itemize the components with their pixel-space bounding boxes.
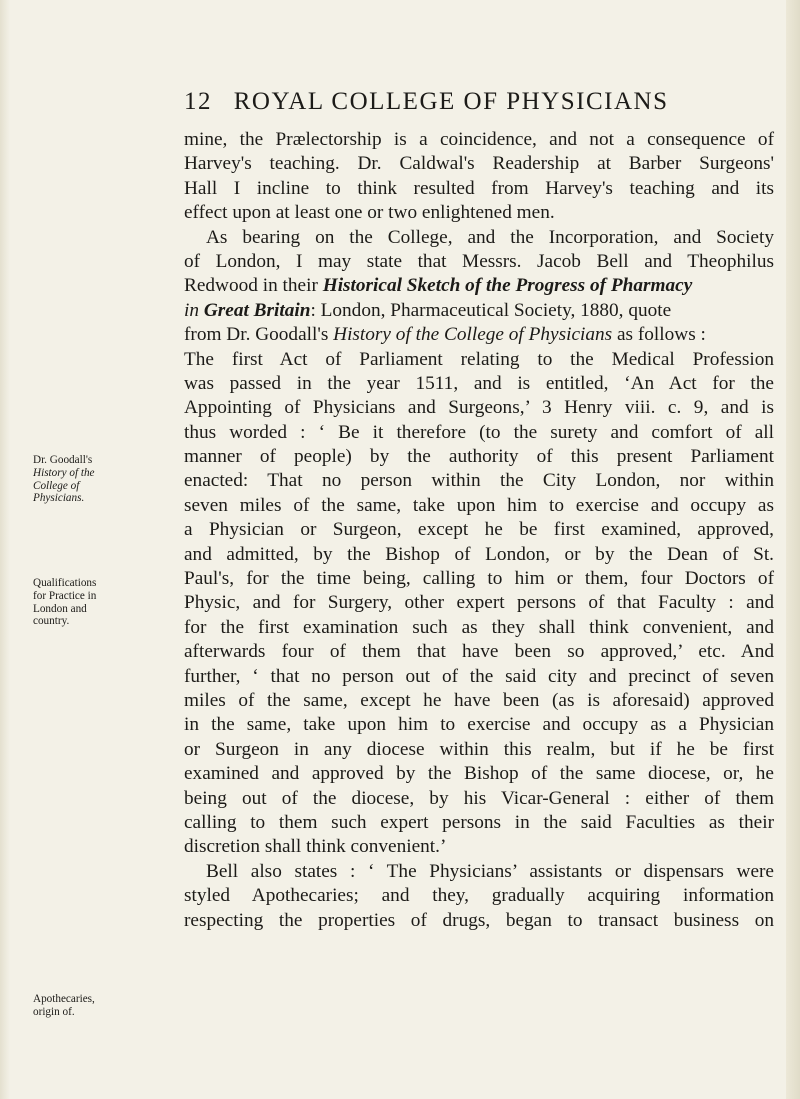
text-line: enacted: That no person within the City London, nor within xyxy=(184,470,774,492)
text-line: Redwood in their Historical Sketch of the Progress of Pharmacy xyxy=(184,275,693,297)
text-line: effect upon at least one or two enlightened men. xyxy=(184,202,555,224)
text-line: As bearing on the College, and the Incorporation, and Society xyxy=(206,226,774,248)
text-line: was passed in the year 1511, and is entitled, ‘An Act for the xyxy=(184,372,774,394)
text-line: or Surgeon in any diocese within this realm, but if he be first xyxy=(184,738,774,760)
text-line: Hall I incline to think resulted from Harvey's teaching and its xyxy=(184,177,774,199)
margin-note-qualifications: Qualifications for Practice in London and country. xyxy=(33,577,97,628)
text-line: thus worded : ‘ Be it therefore (to the surety and comfort of all xyxy=(184,421,774,443)
body-text xyxy=(184,128,774,933)
text-line: discretion shall think convenient.’ xyxy=(184,836,447,858)
book-title: Historical Sketch of the Progress of Pharmacy xyxy=(322,275,693,297)
book-title: History of the College of Physicians xyxy=(333,324,613,346)
text-line: and admitted, by the Bishop of London, or by the Dean of St. xyxy=(184,543,774,565)
text-line: for the first examination such as they shall think convenient, and xyxy=(184,616,774,638)
margin-note-goodall: Dr. Goodall's History of the College of Physicians. xyxy=(33,454,95,505)
text-line: respecting the properties of drugs, began to transact business on xyxy=(184,909,774,931)
text-line: from Dr. Goodall's History of the College of Physicians as follows : xyxy=(184,324,706,346)
text-line: styled Apothecaries; and they, gradually acquiring information xyxy=(184,885,774,907)
text-line: Appointing of Physicians and Surgeons,’ 3 Henry viii. c. 9, and is xyxy=(184,397,774,419)
text-line: mine, the Prælectorship is a coincidence, and not a consequence of xyxy=(184,129,774,150)
text-line: calling to them such expert persons in the said Faculties as their xyxy=(184,811,774,833)
text-line: Physic, and for Surgery, other expert persons of that Faculty : and xyxy=(184,592,774,614)
text-line: in the same, take upon him to exercise and occupy as a Physician xyxy=(184,714,774,736)
text-line: being out of the diocese, by his Vicar-General : either of them xyxy=(184,787,774,809)
text-line: of London, I may state that Messrs. Jacob Bell and Theophilus xyxy=(184,250,774,272)
text-line: in Great Britain: London, Pharmaceutical Society, 1880, quote xyxy=(184,299,672,321)
page-number: 12 xyxy=(184,88,212,115)
margin-note-apothecaries: Apothecaries, origin of. xyxy=(33,993,95,1018)
page-right-edge xyxy=(786,0,800,1099)
text-line: a Physician or Surgeon, except he be first examined, approved, xyxy=(184,519,774,541)
text-line: Paul's, for the time being, calling to him or them, four Doctors of xyxy=(184,568,774,590)
text-line: seven miles of the same, take upon him to exercise and occupy as xyxy=(184,494,774,516)
text-line: manner of people) by the authority of this present Parliament xyxy=(184,446,774,468)
page-left-edge xyxy=(0,0,10,1099)
text-line: Harvey's teaching. Dr. Caldwal's Readership at Barber Surgeons' xyxy=(184,153,774,175)
running-header xyxy=(184,88,669,116)
text-line: examined and approved by the Bishop of the same diocese, or, he xyxy=(184,763,774,785)
text-line: afterwards four of them that have been so approved,’ etc. And xyxy=(184,641,774,663)
text-line: miles of the same, except he have been (as is aforesaid) approved xyxy=(184,689,774,711)
running-title: ROYAL COLLEGE OF PHYSICIANS xyxy=(233,88,669,115)
text-line: further, ‘ that no person out of the said city and precinct of seven xyxy=(184,665,774,687)
text-line: The first Act of Parliament relating to the Medical Profession xyxy=(184,348,774,370)
text-line: Bell also states : ‘ The Physicians’ assistants or dispensars were xyxy=(206,860,774,882)
book-title: Great Britain xyxy=(203,299,311,321)
